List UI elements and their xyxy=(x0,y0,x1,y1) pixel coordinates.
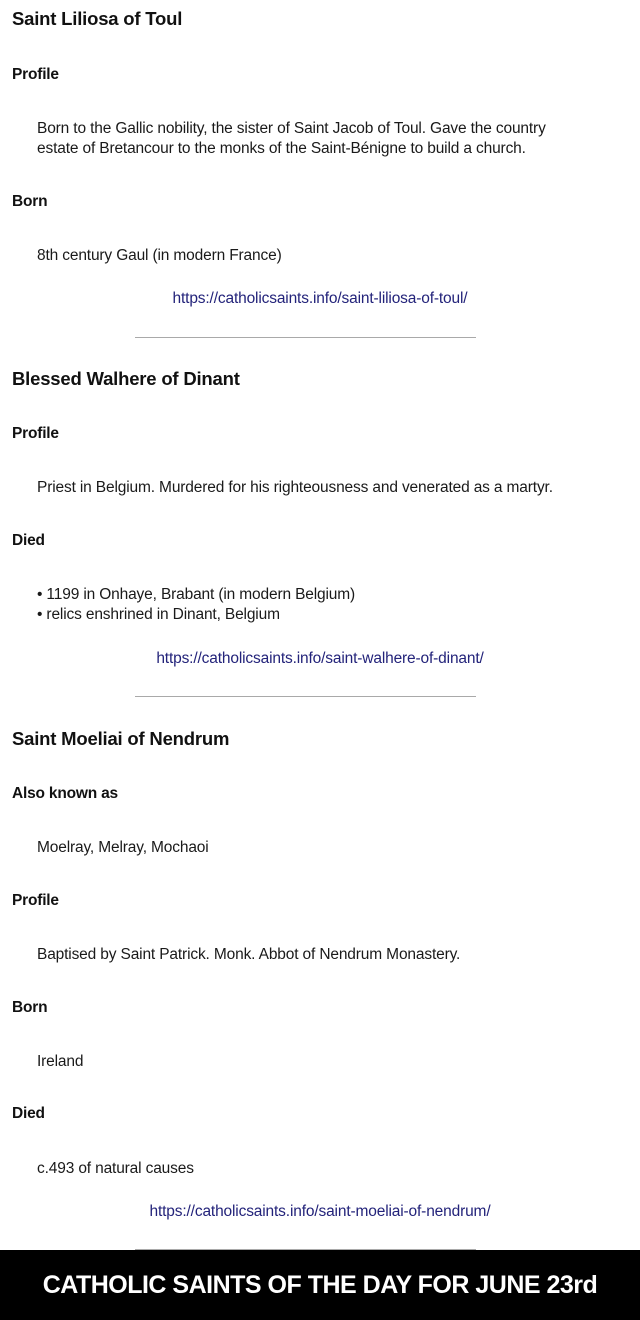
section-label-profile: Profile xyxy=(12,892,59,909)
also-known-as-text: Moelray, Melray, Mochaoi xyxy=(37,839,209,856)
section-label-born: Born xyxy=(12,193,48,210)
section-label-died: Died xyxy=(12,532,45,549)
saint-link[interactable]: https://catholicsaints.info/saint-moeliai-of-nendrum/ xyxy=(149,1203,491,1220)
section-label-profile: Profile xyxy=(12,66,59,83)
saint-link[interactable]: https://catholicsaints.info/saint-walhere-of-dinant/ xyxy=(156,650,484,667)
saint-title: Saint Liliosa of Toul xyxy=(12,8,183,29)
divider xyxy=(135,696,476,697)
died-list-item: • 1199 in Onhaye, Brabant (in modern Belgium) xyxy=(37,586,356,603)
caption-banner xyxy=(0,1250,640,1320)
died-text: c.493 of natural causes xyxy=(37,1160,194,1177)
profile-text: Priest in Belgium. Murdered for his righteousness and venerated as a martyr. xyxy=(37,479,553,496)
born-text: 8th century Gaul (in modern France) xyxy=(37,247,282,264)
section-label-died: Died xyxy=(12,1105,45,1122)
section-label-also-known-as: Also known as xyxy=(12,785,118,802)
profile-text-line: Born to the Gallic nobility, the sister of Saint Jacob of Toul. Gave the country xyxy=(37,120,546,137)
section-label-born: Born xyxy=(12,999,48,1016)
divider xyxy=(135,337,476,338)
died-list-item: • relics enshrined in Dinant, Belgium xyxy=(37,606,280,623)
born-text: Ireland xyxy=(37,1053,84,1070)
saint-title: Blessed Walhere of Dinant xyxy=(12,368,240,389)
saint-link[interactable]: https://catholicsaints.info/saint-liliosa-of-toul/ xyxy=(172,290,468,307)
profile-text-line: estate of Bretancour to the monks of the Saint-Bénigne to build a church. xyxy=(37,140,526,157)
profile-text: Baptised by Saint Patrick. Monk. Abbot of Nendrum Monastery. xyxy=(37,946,461,963)
caption-text: CATHOLIC SAINTS OF THE DAY FOR JUNE 23rd xyxy=(42,1270,598,1299)
saint-title: Saint Moeliai of Nendrum xyxy=(12,728,230,749)
section-label-profile: Profile xyxy=(12,425,59,442)
